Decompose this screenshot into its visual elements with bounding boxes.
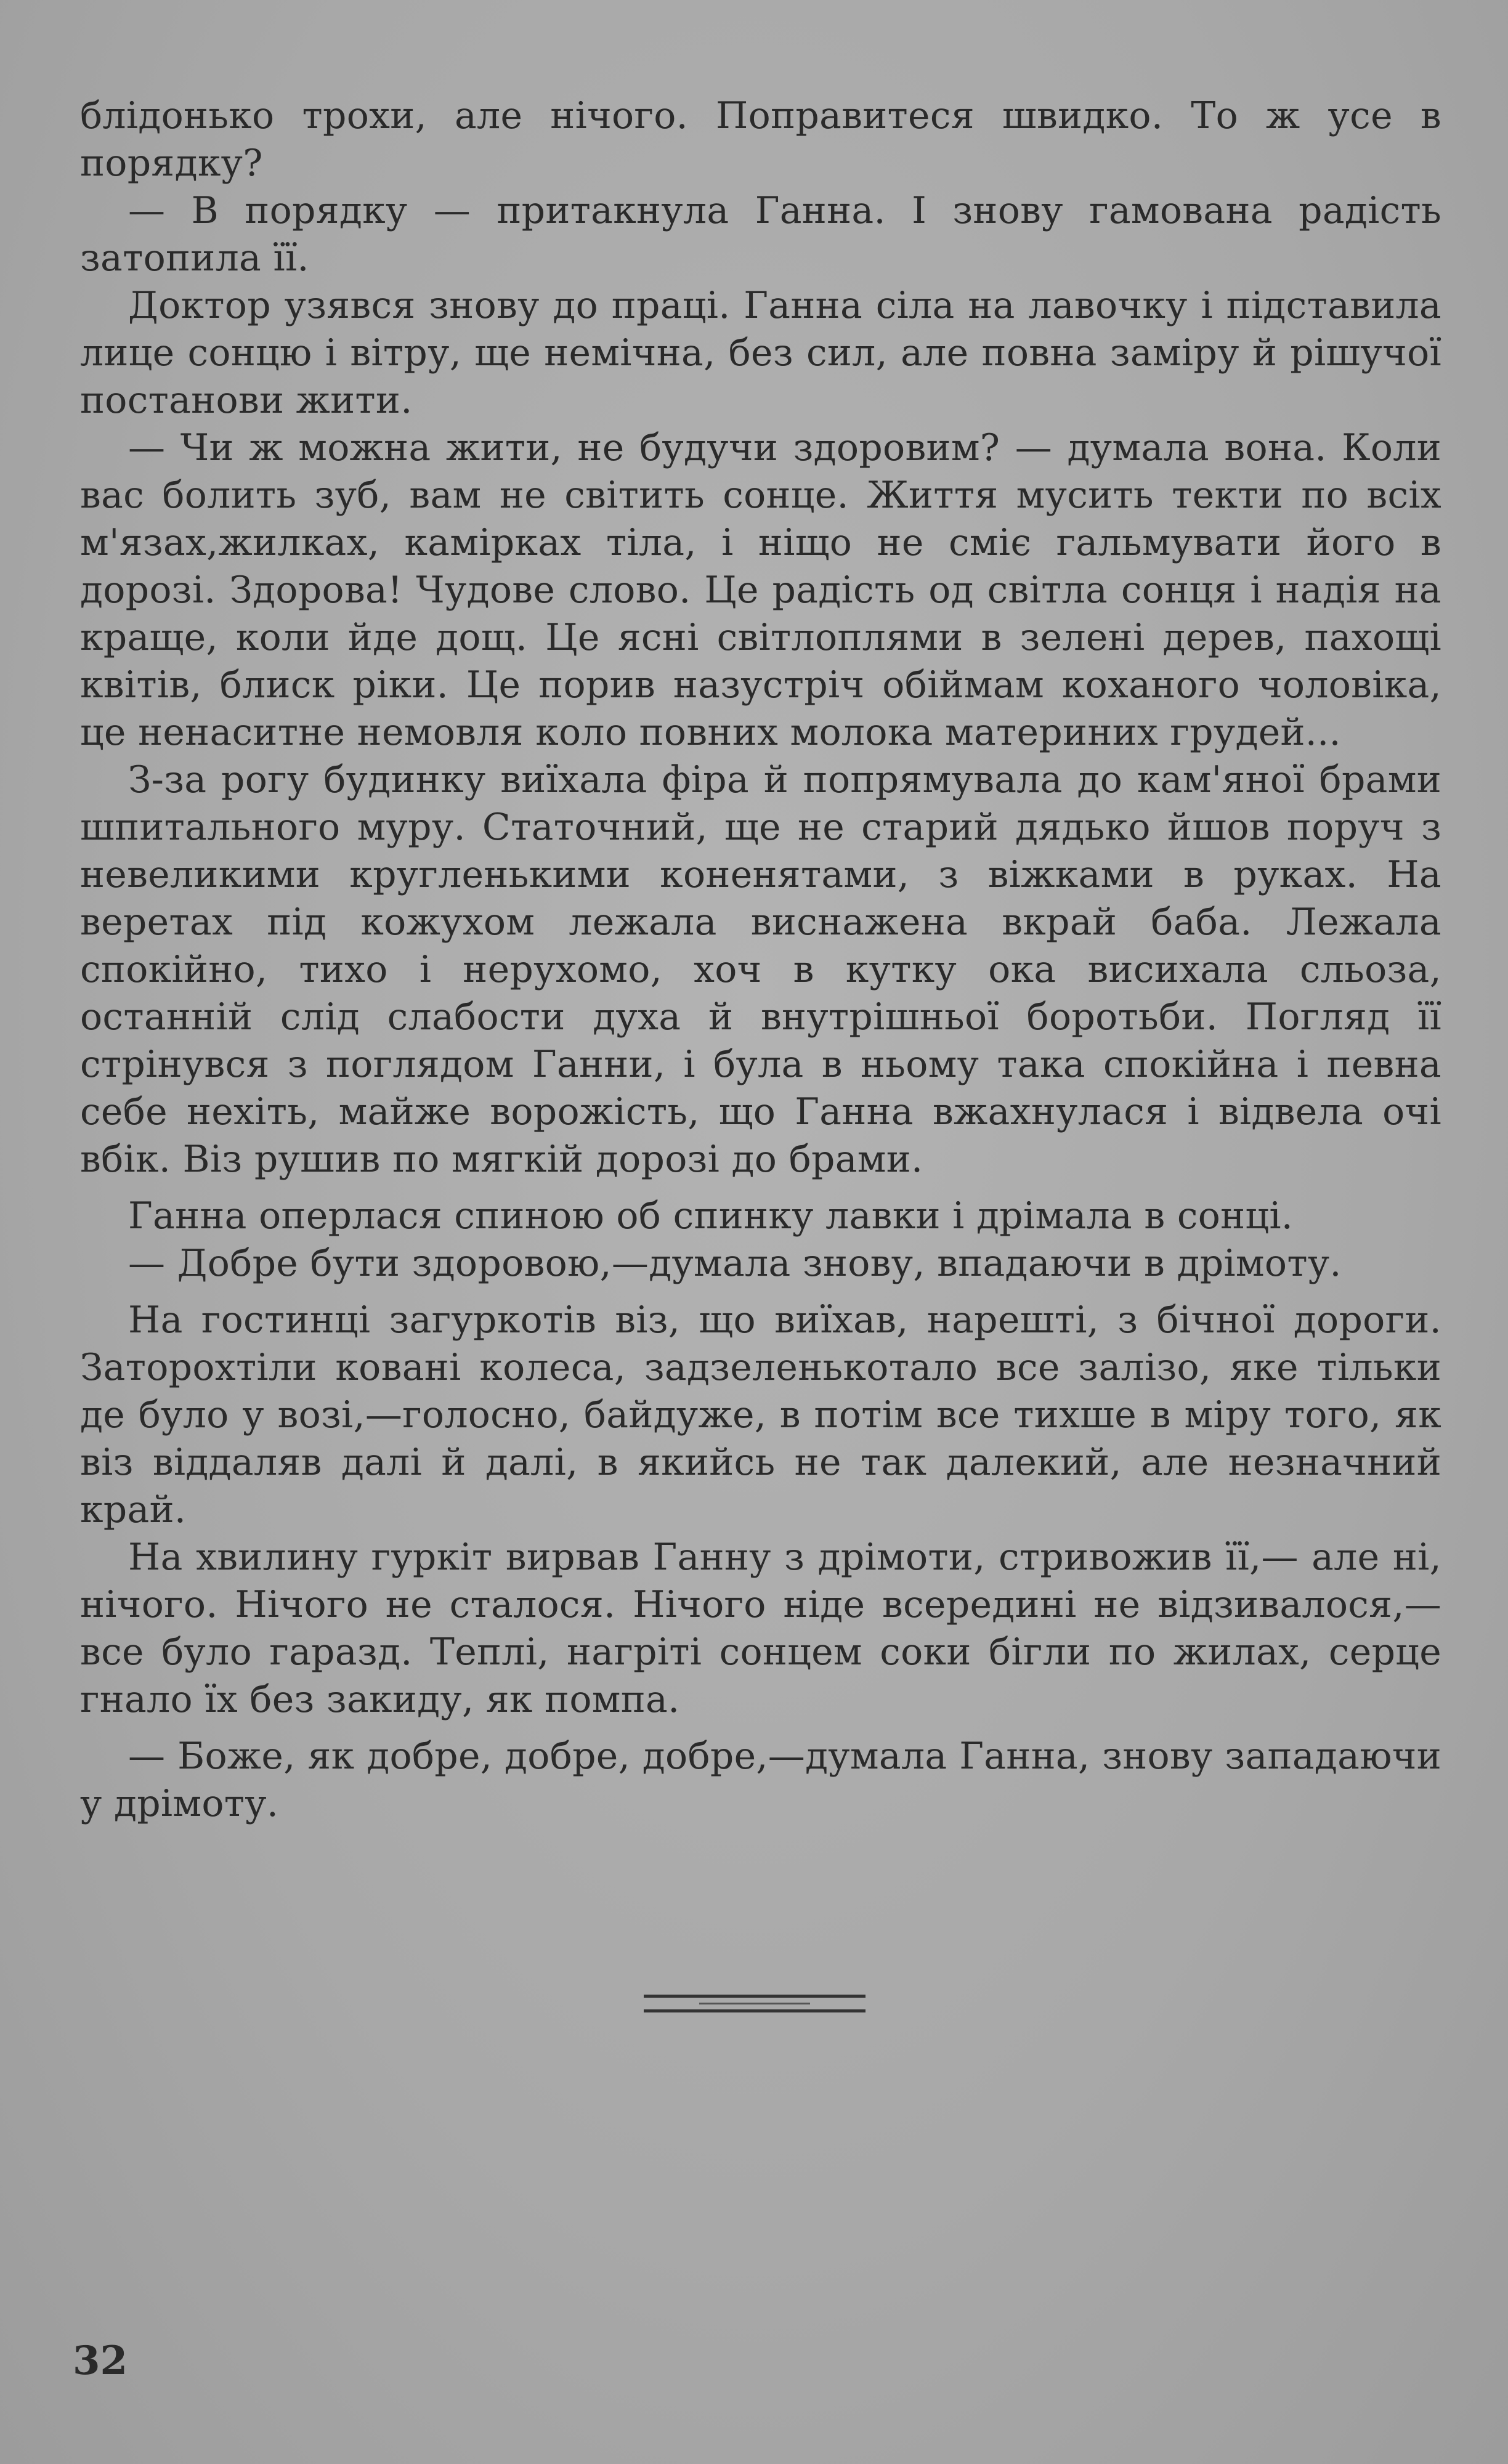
body-text: [80, 92, 1441, 1828]
paragraph-3: Доктор узявся знову до праці. Ганна сіла на лавочку і підставила лице сонцю і вітру, ще немічна, без сил, але повна заміру й рішучої постанови жити.: [80, 284, 1441, 422]
page-number: 32: [73, 2338, 128, 2384]
paragraph-4: — Чи ж можна жити, не будучи здоровим? — думала вона. Коли вас болить зуб, вам не світить сонце. Життя мусить текти по всіх м'язах,жилках, камірках тіла, і ніщо не сміє гальмувати його в дорозі. Здорова! Чудове слово. Це радість од світла сонця і надія на краще, коли йде дощ. Це ясні світлоплями в зелені дерев, пахощі квітів, блиск ріки. Це порив назустріч обіймам коханого чоловіка, це ненаситне немовля коло повних молока материних грудей...: [80, 426, 1441, 754]
paragraph-7: — Добре бути здоровою,—думала знову, впадаючи в дрімоту.: [128, 1242, 1342, 1285]
divider-ornament: [699, 2003, 810, 2004]
paragraph-5: З-за рогу будинку виїхала фіра й попрямувала до кам'яної брами шпитального муру. Статочний, ще не старий дядько йшов поруч з невеликими кругленькими коненятами, з віжками в руках. На веретах під кожухом лежала виснажена вкрай баба. Лежала спокійно, тихо і нерухомо, хоч в кутку ока висихала сльоза, останній слід слабости духа й внутрішньої боротьби. Погляд її стрінувся з поглядом Ганни, і була в ньому така спокійна і певна себе нехіть, майже ворожість, що Ганна вжахнулася і відвела очі вбік. Віз рушив по мягкій дорозі до брами.: [80, 758, 1441, 1181]
paragraph-8: На гостинці загуркотів віз, що виїхав, нарешті, з бічної дороги. Заторохтіли ковані колеса, задзеленькотало все залізо, яке тільки де було у возі,—голосно, байдуже, в потім все тихше в міру того, як віз віддаляв далі й далі, в якийсь не так далекий, але незначний край.: [80, 1299, 1441, 1531]
paragraph-6: Ганна оперлася спиною об спинку лавки і дрімала в сонці.: [128, 1194, 1294, 1238]
divider-line-top: [644, 1995, 865, 1998]
paragraph-2: — В порядку — притакнула Ганна. І знову гамована радість затопила її.: [80, 189, 1441, 280]
paragraph-9: На хвилину гуркіт вирвав Ганну з дрімоти, стривожив її,— але ні, нічого. Нічого не сталося. Нічого ніде всередині не відзивалося,—все було гаразд. Теплі, нагріті сонцем соки бігли по жилах, серце гнало їх без закиду, як помпа.: [80, 1536, 1441, 1721]
section-divider: [644, 1995, 865, 2016]
divider-line-bottom: [644, 2009, 865, 2012]
paragraph-10: — Боже, як добре, добре, добре,—думала Ганна, знову западаючи у дрімоту.: [80, 1735, 1441, 1825]
paragraph-1: блідонько трохи, але нічого. Поправитеся швидко. То ж усе в порядку?: [80, 94, 1441, 185]
